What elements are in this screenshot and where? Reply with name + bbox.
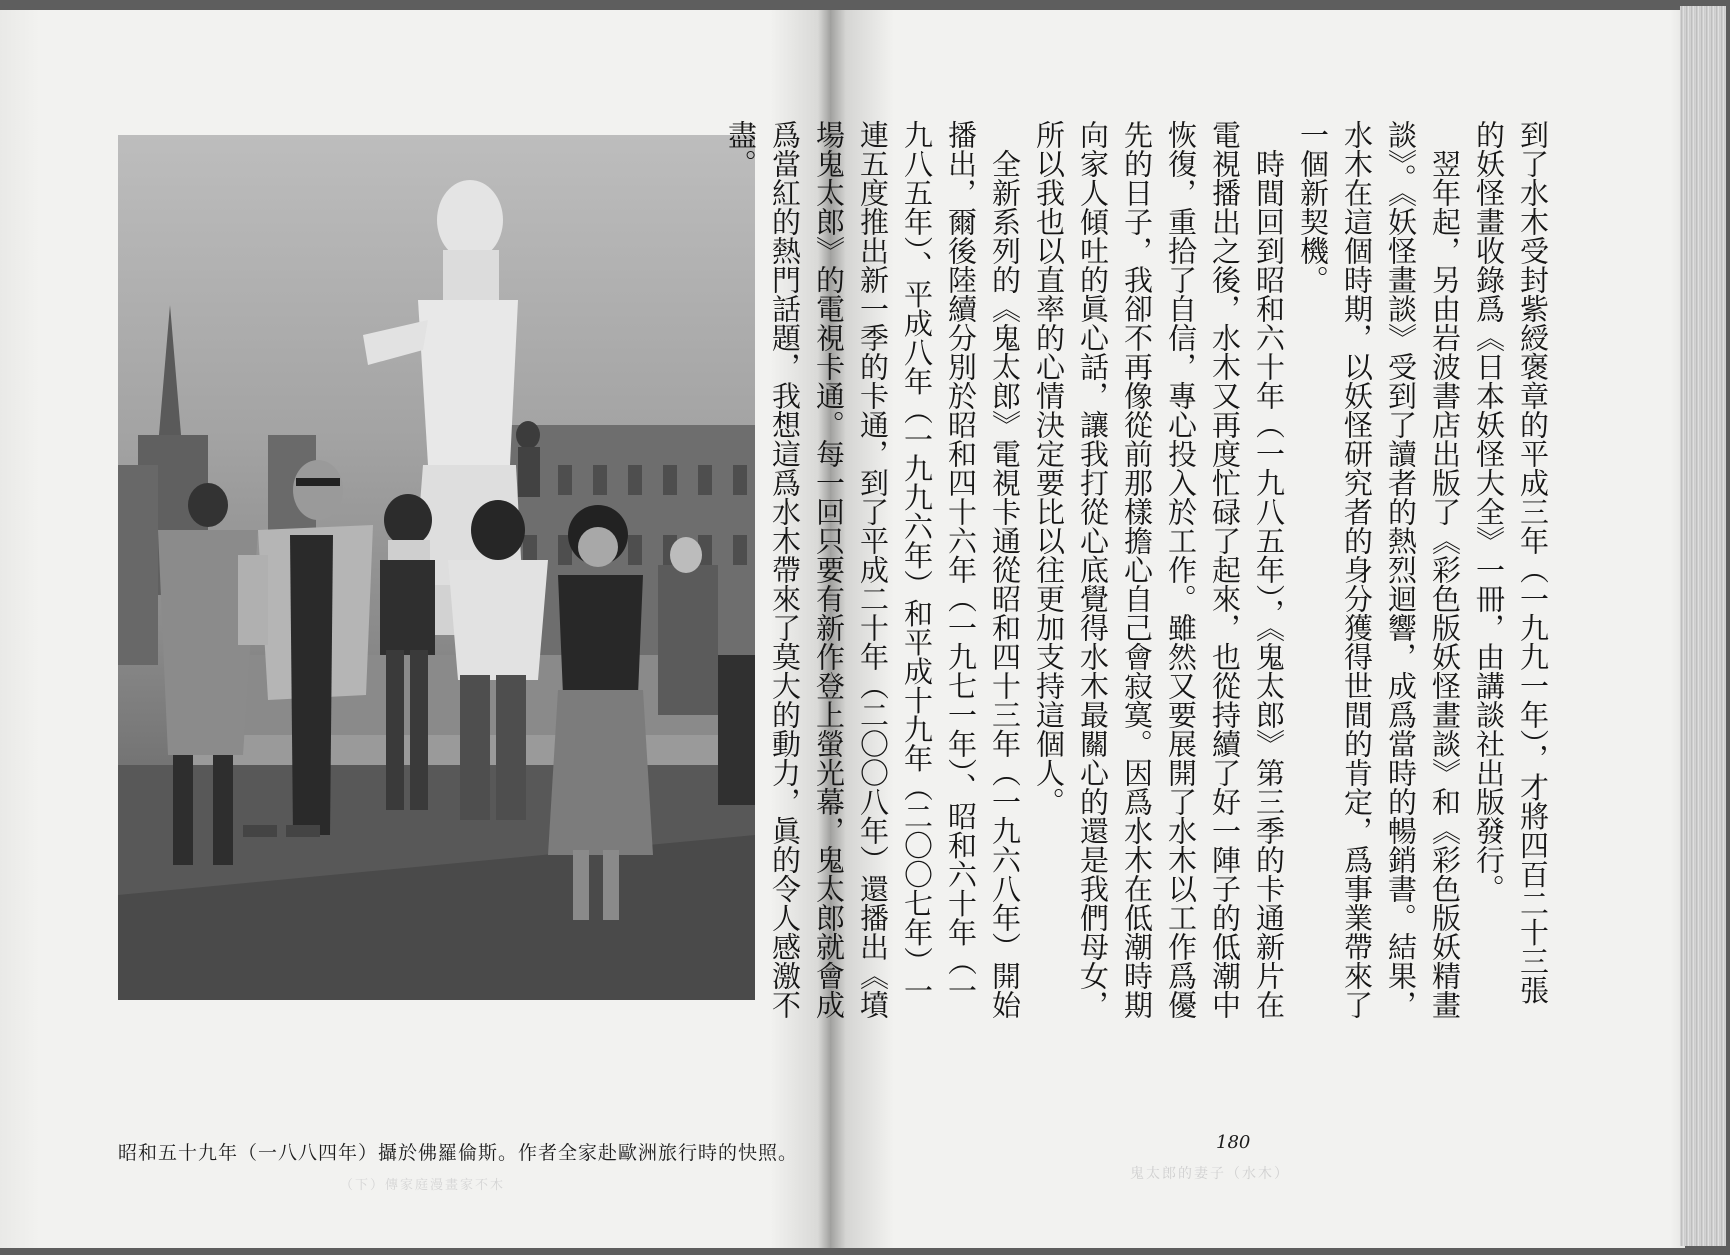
bleed-through-running-head: 鬼太郎的妻子（水木） xyxy=(1130,1166,1290,1182)
left-page xyxy=(0,10,830,1248)
book-page-edges xyxy=(1680,6,1726,1246)
paragraph: 到了水木受封紫綬褒章的平成三年（一九九一年），才將四百二十三張的妖怪畫收錄爲《日本妖怪大全》一冊，由講談社出版發行。 xyxy=(1472,120,1550,1005)
paragraph: 時間回到昭和六十年（一九八五年），《鬼太郎》第三季的卡通新片在電視播出之後，水木又再度忙碌了起來，也從持續了好一陣子的低潮中恢復，重拾了自信，專心投入於工作。雖然又要展開了水木以工作爲優先的日子，我卻不再像從前那樣擔心自己會寂寞。因爲水木在低潮時期向家人傾吐的眞心話，讓我打從心底覺得水木最關心的還是我們母女，所以我也以直率的心情決定要比以往更加支持這個人。 xyxy=(1032,120,1286,1019)
photo-caption: 昭和五十九年（一八八四年）攝於佛羅倫斯。作者全家赴歐洲旅行時的快照。 xyxy=(118,1142,799,1164)
photo-image-icon xyxy=(118,135,755,1000)
page-number: 180 xyxy=(1216,1132,1251,1153)
paragraph: 翌年起，另由岩波書店出版了《彩色版妖怪畫談》和《彩色版妖精畫談》。《妖怪畫談》受到了讀者的熱烈迴響，成爲當時的暢銷書。結果，水木在這個時期，以妖怪研究者的身分獲得世間的肯定，爲事業帶來了一個新契機。 xyxy=(1296,120,1462,1019)
body-text xyxy=(724,120,1555,1020)
family-photo xyxy=(118,135,755,1000)
paragraph: 全新系列的《鬼太郎》電視卡通從昭和四十三年（一九六八年）開始播出，爾後陸續分別於昭和四十六年（一九七一年）、昭和六十年（一九八五年）、平成八年（一九九六年）和平成十九年（二〇〇七年）一連五度推出新一季的卡通，到了平成二十年（二〇〇八年）還播出《墳場鬼太郎》的電視卡通。每一回只要有新作登上螢光幕，鬼太郎就會成爲當紅的熱門話題，我想這爲水木帶來了莫大的動力，眞的令人感激不盡。 xyxy=(724,120,1022,1019)
bleed-through-running-head: （下）傳家庭漫畫家不木 xyxy=(340,1178,506,1193)
